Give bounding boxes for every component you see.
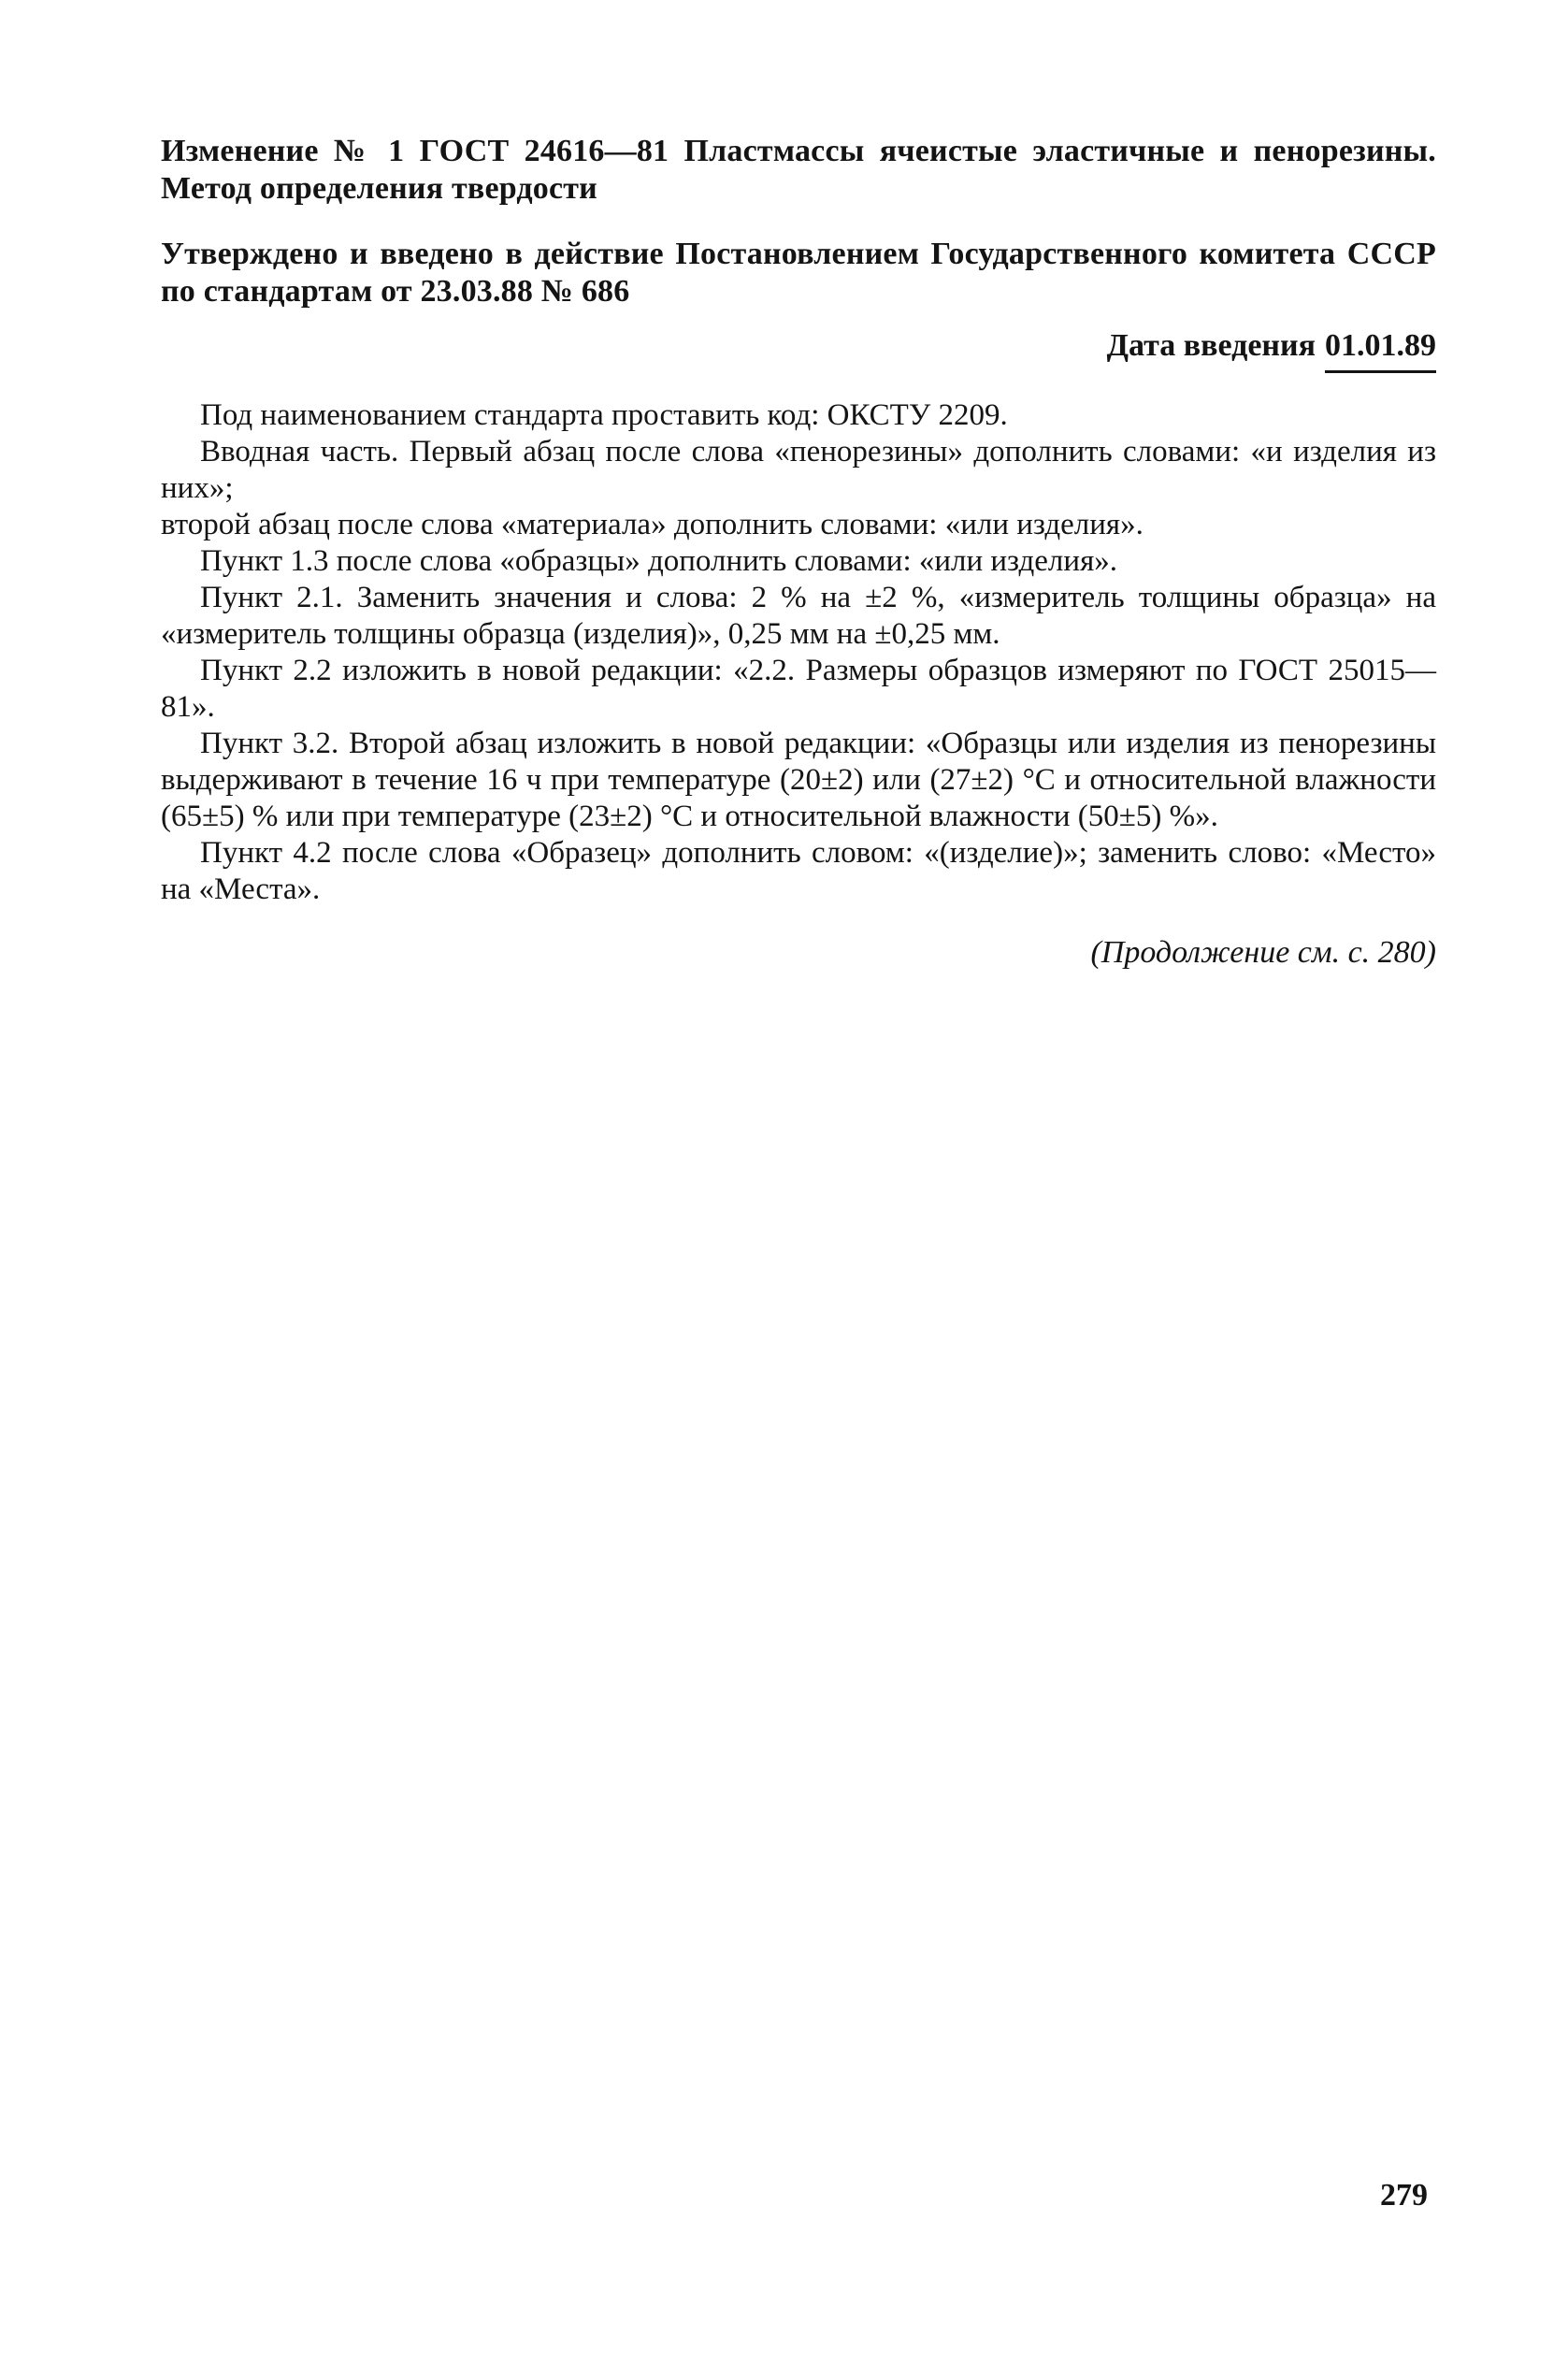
document-page <box>161 133 1436 972</box>
continuation-note: (Продолжение см. с. 280) <box>1090 935 1436 970</box>
amendment-title: Изменение № 1 ГОСТ 24616—81 Пластмассы ячеистые эластичные и пенорезины. Метод определения твердости <box>161 134 1436 206</box>
paragraph-okstu-code: Под наименованием стандарта проставить код: ОКСТУ 2209. <box>200 398 1008 432</box>
effective-date <box>161 327 1436 373</box>
paragraph-intro-first: Вводная часть. Первый абзац после слова «пенорезины» дополнить словами: «и изделия из них»; <box>161 435 1436 505</box>
paragraph-item-2-2: Пункт 2.2 изложить в новой редакции: «2.2. Размеры образцов измеряют по ГОСТ 25015—81». <box>161 654 1436 724</box>
paragraph-item-2-1: Пункт 2.1. Заменить значения и слова: 2 % на ±2 %, «измеритель толщины образца» на «измеритель толщины образца (изделия)», 0,25 мм на ±0,25 мм. <box>161 581 1436 651</box>
effective-date-value: 01.01.89 <box>1325 327 1436 373</box>
amendment-body <box>161 397 1436 908</box>
page-number: 279 <box>1380 2178 1428 2213</box>
document-header <box>161 133 1436 310</box>
effective-date-label: Дата введения <box>1106 328 1316 363</box>
approval-statement: Утверждено и введено в действие Постановлением Государственного комитета СССР по стандартам от 23.03.88 № 686 <box>161 237 1436 309</box>
paragraph-intro-second: второй абзац после слова «материала» дополнить словами: «или изделия». <box>161 508 1144 541</box>
paragraph-item-4-2: Пункт 4.2 после слова «Образец» дополнить словом: «(изделие)»; заменить слово: «Место» на «Места». <box>161 836 1436 906</box>
paragraph-item-3-2: Пункт 3.2. Второй абзац изложить в новой редакции: «Образцы или изделия из пенорезины выдерживают в течение 16 ч при температуре (20±2) или (27±2) °С и относительной влажности (65±5) % или при температуре (23±2) °С и относительной влажности (50±5) %». <box>161 727 1436 833</box>
paragraph-item-1-3: Пункт 1.3 после слова «образцы» дополнить словами: «или изделия». <box>200 544 1117 578</box>
